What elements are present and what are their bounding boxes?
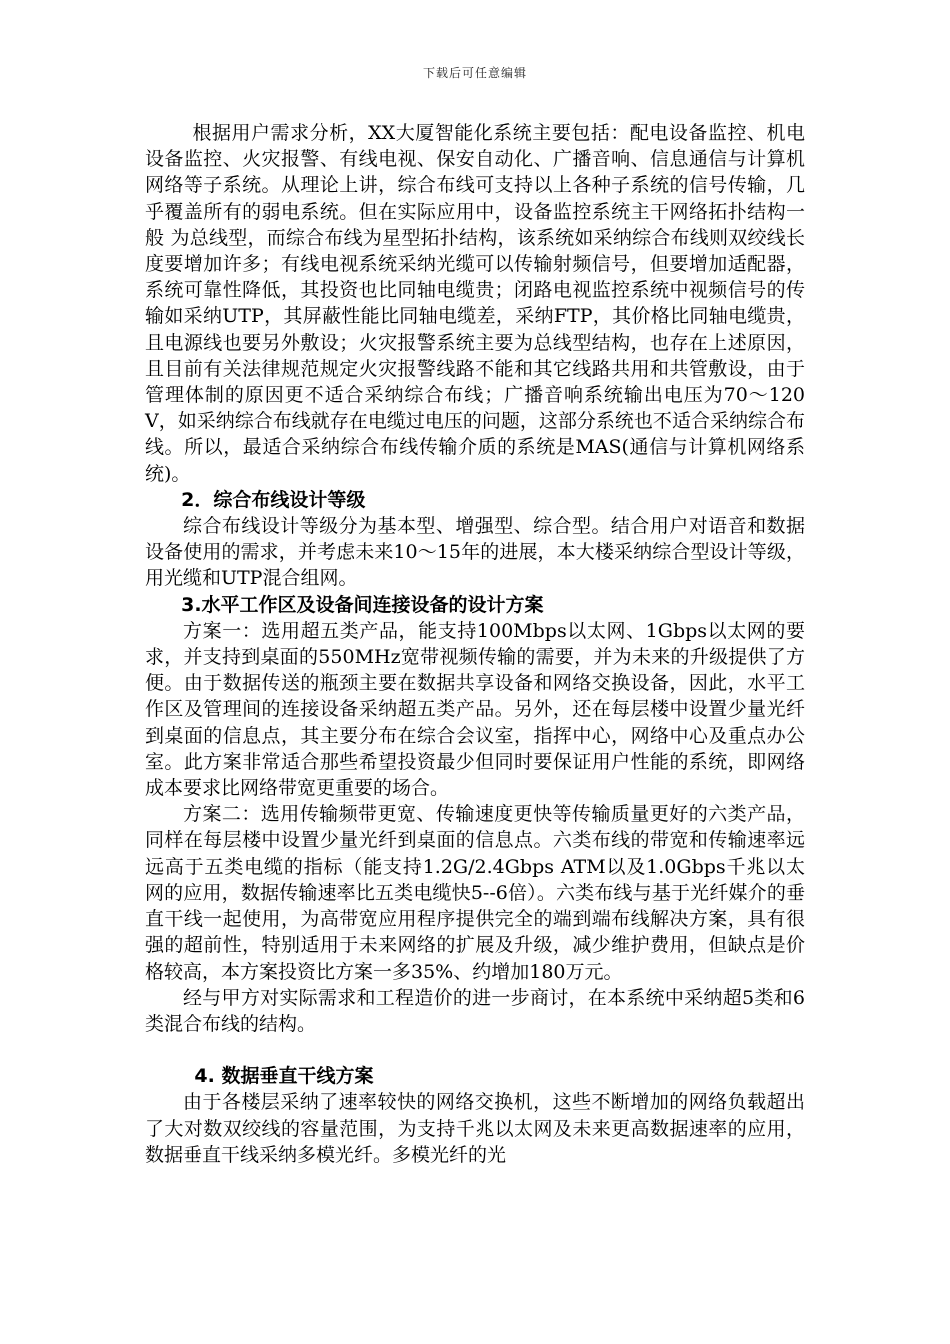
- plan-two-paragraph: 方案二：选用传输频带更宽、传输速度更快等传输质量更好的六类产品，同样在每层楼中设置少量光纤到桌面的信息点。六类布线的带宽和传输速率远远高于五类电缆的指标（能支持1.2G/2.4Gbps ATM以及1.0Gbps千兆以太网的应用，数据传输速率比五类电缆快5--6倍）。六类布线与基于光纤媒介的垂直干线一起使用，为高带宽应用程序提供完全的端到端布线解决方案，具有很强的超前性，特别适用于未来网络的扩展及升级，减少维护费用，但缺点是价格较高，本方案投资比方案一多35%、约增加180万元。: [145, 803, 805, 983]
- document-body: [145, 120, 805, 1168]
- section-heading-2: 2．综合布线设计等级: [181, 488, 366, 511]
- intro-paragraph: 根据用户需求分析，XX大厦智能化系统主要包括：配电设备监控、机电设备监控、火灾报警、有线电视、保安自动化、广播音响、信息通信与计算机网络等子系统。从理论上讲，综合布线可支持以上各种子系统的信号传输，几乎覆盖所有的弱电系统。但在实际应用中，设备监控系统主干网络拓扑结构一般 为总线型，而综合布线为星型拓扑结构，该系统如采纳综合布线则双绞线长度要增加许多；有线电视系统采纳光缆可以传输射频信号，但要增加适配器，系统可靠性降低，其投资也比同轴电缆贵；闭路电视监控系统中视频信号的传输如采纳UTP，其屏蔽性能比同轴电缆差，采纳FTP，其价格比同轴电缆贵，且电源线也要另外敷设；火灾报警系统主要为总线型结构，也存在上述原因，且目前有关法律规范规定火灾报警线路不能和其它线路共用和共管敷设，由于管理体制的原因更不适合采纳综合布线；广播音响系统输出电压为70～120V，如采纳综合布线就存在电缆过电压的问题，这部分系统也不适合采纳综合布线。所以，最适合采纳综合布线传输介质的系统是MAS(通信与计算机网络系统)。: [145, 122, 805, 485]
- vertical-trunk-paragraph: 由于各楼层采纳了速率较快的网络交换机，这些不断增加的网络负载超出了大对数双绞线的容量范围，为支持千兆以太网及未来更高数据速率的应用，数据垂直干线采纳多模光纤。多模光纤的光: [145, 1091, 805, 1166]
- page-header-note: 下载后可任意编辑: [422, 66, 527, 80]
- section-heading-4: 4. 数据垂直干线方案: [194, 1065, 374, 1088]
- design-level-paragraph: 综合布线设计等级分为基本型、增强型、综合型。结合用户对语音和数据设备使用的需求，并考虑未来10～15年的进展，本大楼采纳综合型设计等级，用光缆和UTP混合组网。: [145, 515, 805, 590]
- conclusion-paragraph: 经与甲方对实际需求和工程造价的进一步商讨，在本系统中采纳超5类和6类混合布线的结构。: [145, 986, 805, 1035]
- section-heading-3: 3.水平工作区及设备间连接设备的设计方案: [181, 593, 544, 616]
- plan-one-paragraph: 方案一：选用超五类产品，能支持100Mbps以太网、1Gbps以太网的要求，并支持到桌面的550MHz宽带视频传输的需要，并为未来的升级提供了方便。由于数据传送的瓶颈主要在数据共享设备和网络交换设备，因此，水平工作区及管理间的连接设备采纳超五类产品。另外，还在每层楼中设置少量光纤到桌面的信息点，其主要分布在综合会议室，指挥中心，网络中心及重点办公室。此方案非常适合那些希望投资最少但同时要保证用户性能的系统，即网络成本要求比网络带宽更重要的场合。: [145, 619, 805, 800]
